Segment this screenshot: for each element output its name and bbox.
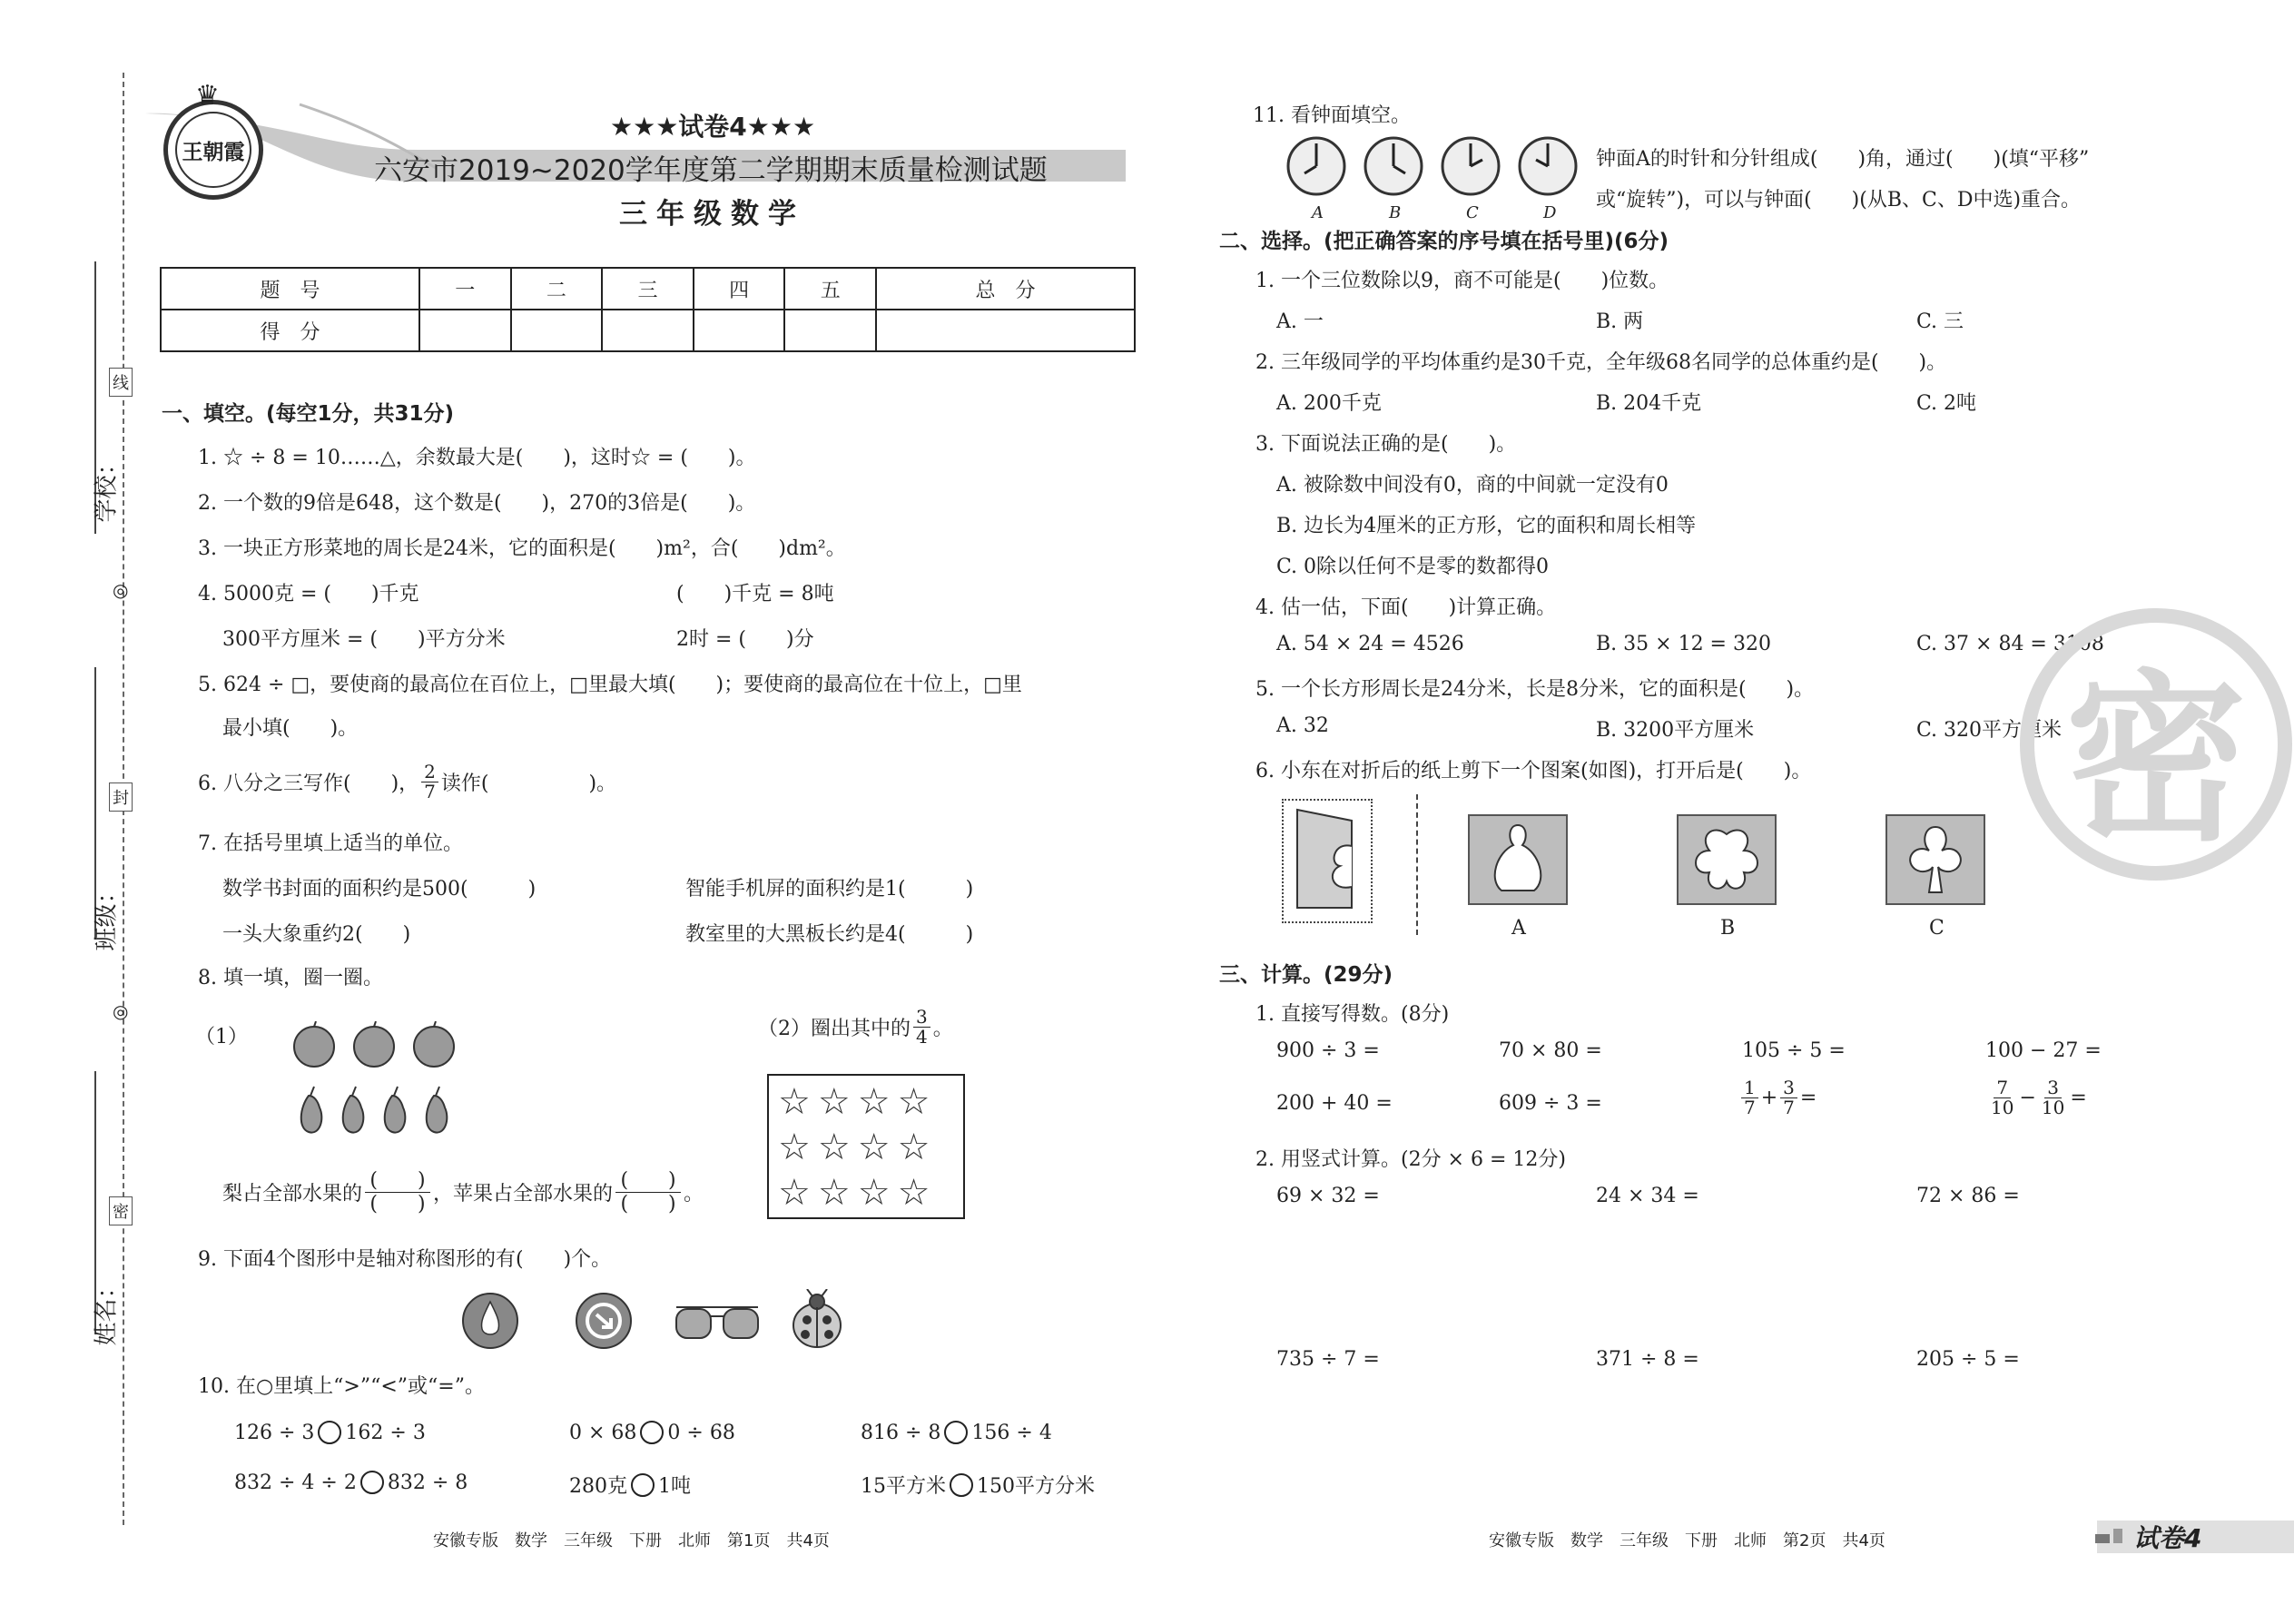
compare-item bbox=[569, 1471, 691, 1499]
s1-q2: 2. 一个数的9倍是648，这个数是( )，270的3倍是( )。 bbox=[198, 492, 756, 515]
star-row: ☆☆☆☆ bbox=[778, 1081, 938, 1123]
option: C. 三 bbox=[1916, 310, 1964, 333]
score-input-cell[interactable] bbox=[876, 310, 1135, 351]
option: B. 两 bbox=[1596, 310, 1644, 333]
s1-q7b: 智能手机屏的面积约是1( ) bbox=[685, 878, 974, 901]
option-c-figure bbox=[1885, 814, 1985, 905]
s1-q4b: ( )千克 = 8吨 bbox=[676, 583, 834, 605]
score-input-cell[interactable] bbox=[602, 310, 694, 351]
calc-item: 100 − 27 = bbox=[1985, 1039, 2102, 1062]
blank-fraction[interactable] bbox=[365, 1169, 430, 1216]
pear-icon bbox=[385, 1096, 406, 1133]
star-row: ☆☆☆☆ bbox=[778, 1172, 938, 1214]
fraction bbox=[1741, 1078, 1758, 1117]
option-b-figure bbox=[1677, 814, 1777, 905]
calc-item: 900 ÷ 3 = bbox=[1276, 1039, 1380, 1062]
s1-q10: 10. 在○里填上“>”“<”或“=”。 bbox=[198, 1375, 485, 1398]
option: B. 35 × 12 = 320 bbox=[1596, 633, 1771, 655]
s1-q3: 3. 一块正方形菜地的周长是24米，它的面积是( )m²，合( )dm²。 bbox=[198, 537, 846, 560]
blank-numerator: ( ) bbox=[615, 1169, 681, 1193]
option: C. 320平方厘米 bbox=[1916, 719, 2063, 742]
fraction-3-4 bbox=[913, 1008, 930, 1047]
s1-q8: 8. 填一填，圈一圈。 bbox=[198, 967, 383, 989]
pear-icon bbox=[343, 1096, 364, 1133]
water-drop-icon bbox=[463, 1294, 517, 1348]
compare-left: 15平方米 bbox=[861, 1475, 946, 1498]
q11-title: 11. 看钟面填空。 bbox=[1253, 104, 1411, 127]
option: A. 32 bbox=[1276, 714, 1329, 737]
score-cell: 一 bbox=[419, 268, 511, 310]
footer-left: 安徽专版 数学 三年级 下册 北师 第1页 共4页 bbox=[433, 1531, 830, 1550]
series-label: ★★★试卷4★★★ bbox=[610, 112, 816, 142]
blank-denominator: ( ) bbox=[620, 1193, 676, 1216]
fraction-2-7 bbox=[421, 763, 438, 802]
fraction-numerator: 3 bbox=[1780, 1078, 1797, 1098]
fraction-calc bbox=[1985, 1078, 2087, 1117]
fraction-denominator: 7 bbox=[424, 781, 436, 802]
option: A. 200千克 bbox=[1276, 392, 1382, 415]
side-mark-mi: 密 bbox=[109, 1196, 133, 1225]
gourd-shape-icon bbox=[1470, 816, 1566, 903]
option: B. 3200平方厘米 bbox=[1596, 719, 1755, 742]
calc-item: 70 × 80 = bbox=[1499, 1039, 1602, 1062]
compare-circle[interactable] bbox=[944, 1421, 968, 1444]
score-input-cell[interactable] bbox=[694, 310, 785, 351]
compare-item bbox=[234, 1421, 426, 1444]
vertical-calc: 371 ÷ 8 = bbox=[1596, 1348, 1699, 1371]
compare-circle[interactable] bbox=[640, 1421, 664, 1444]
equals: = bbox=[1799, 1087, 1817, 1109]
fraction-denominator: 10 bbox=[1991, 1097, 2014, 1118]
compare-right: 162 ÷ 3 bbox=[345, 1421, 426, 1444]
fraction-numerator: 7 bbox=[1994, 1078, 2011, 1098]
s1-q8-fraction-sentence bbox=[222, 1169, 704, 1216]
footer-badge: 试卷4 bbox=[2133, 1523, 2202, 1553]
logo-text: 王朝霞 bbox=[175, 112, 251, 188]
name-label: 姓名： bbox=[93, 1275, 121, 1346]
s1-q4d: 2时 = ( )分 bbox=[676, 628, 814, 651]
s1-q8-part1: （1） bbox=[195, 1026, 248, 1048]
clock-label: A bbox=[1312, 203, 1324, 221]
cut-option-label: C bbox=[1929, 917, 1944, 940]
blank-fraction[interactable] bbox=[615, 1169, 681, 1216]
s1-q8-end: 。 bbox=[684, 1183, 704, 1206]
crown-icon: ♛ bbox=[195, 80, 220, 112]
folded-paper-figure bbox=[1282, 799, 1373, 923]
vertical-calc: 69 × 32 = bbox=[1276, 1185, 1380, 1207]
fraction-denominator: 7 bbox=[1744, 1097, 1756, 1118]
apple-icon bbox=[354, 1027, 394, 1067]
pear-icon bbox=[301, 1096, 322, 1133]
s2-q1: 1. 一个三位数除以9，商不可能是( )位数。 bbox=[1255, 270, 1669, 292]
folded-paper-icon bbox=[1284, 801, 1371, 921]
compare-right: 0 ÷ 68 bbox=[667, 1421, 735, 1444]
club-shape-icon bbox=[1887, 816, 1984, 903]
score-cell: 三 bbox=[602, 268, 694, 310]
pear-icon bbox=[427, 1096, 448, 1133]
compare-left: 832 ÷ 4 ÷ 2 bbox=[234, 1471, 357, 1494]
blank-numerator: ( ) bbox=[365, 1169, 430, 1193]
cut-option-label: A bbox=[1511, 917, 1526, 940]
score-cell: 五 bbox=[784, 268, 876, 310]
fraction-denominator: 10 bbox=[2041, 1097, 2065, 1118]
side-mark-xian: 线 bbox=[109, 368, 133, 397]
score-cell: 总 分 bbox=[876, 268, 1135, 310]
option: A. 被除数中间没有0，商的中间就一定没有0 bbox=[1276, 474, 1669, 497]
s1-q1: 1. ☆ ÷ 8 = 10……△，余数最大是( )，这时☆ = ( )。 bbox=[198, 447, 756, 469]
s2-q5: 5. 一个长方形周长是24分米，长是8分米，它的面积是( )。 bbox=[1255, 678, 1815, 701]
s1-q7c: 一头大象重约2( ) bbox=[222, 923, 411, 946]
compare-right: 1吨 bbox=[658, 1475, 691, 1498]
s1-q7a: 数学书封面的面积约是500( ) bbox=[222, 878, 537, 901]
download-circle-icon bbox=[576, 1294, 631, 1348]
exam-title: 六安市2019~2020学年度第二学期期末质量检测试题 bbox=[374, 154, 1048, 187]
compare-item bbox=[861, 1421, 1052, 1444]
apple-icon bbox=[294, 1027, 334, 1067]
compare-item bbox=[569, 1421, 735, 1444]
operator: − bbox=[2019, 1087, 2036, 1109]
compare-left: 126 ÷ 3 bbox=[234, 1421, 315, 1444]
cut-option-label: B bbox=[1720, 917, 1736, 940]
sunglasses-icon bbox=[676, 1307, 758, 1338]
ladybug-icon bbox=[793, 1289, 841, 1347]
badge-square-icon bbox=[2095, 1534, 2110, 1543]
s1-q6-text-b: 读作( )。 bbox=[440, 773, 617, 795]
s1-q5a: 5. 624 ÷ □，要使商的最高位在百位上，□里最大填( )；要使商的最高位在十位上，□里 bbox=[198, 674, 1022, 696]
logo-badge bbox=[163, 100, 263, 200]
equals: = bbox=[2070, 1087, 2087, 1109]
fraction-numerator: 1 bbox=[1741, 1078, 1758, 1098]
q11-line2: 或“旋转”)，可以与钟面( )(从B、C、D中选)重合。 bbox=[1596, 189, 2082, 212]
option: C. 2吨 bbox=[1916, 392, 1977, 415]
footer-right: 安徽专版 数学 三年级 下册 北师 第2页 共4页 bbox=[1489, 1531, 1885, 1550]
fraction-denominator: 4 bbox=[916, 1026, 928, 1048]
star-row: ☆☆☆☆ bbox=[778, 1127, 938, 1168]
s2-q3: 3. 下面说法正确的是( )。 bbox=[1255, 433, 1517, 456]
compare-left: 0 × 68 bbox=[569, 1421, 637, 1444]
subject-title: 三年级数学 bbox=[619, 198, 805, 231]
s1-q8-part2-text: （2）圈出其中的 bbox=[758, 1018, 911, 1040]
vertical-calc: 72 × 86 = bbox=[1916, 1185, 2020, 1207]
s2-q6: 6. 小东在对折后的纸上剪下一个图案(如图)，打开后是( )。 bbox=[1255, 760, 1812, 782]
operator: + bbox=[1760, 1087, 1778, 1109]
fraction-calc bbox=[1738, 1078, 1816, 1117]
compare-right: 156 ÷ 4 bbox=[971, 1421, 1052, 1444]
option: C. 37 × 84 = 3108 bbox=[1916, 633, 2104, 655]
score-input-cell[interactable] bbox=[511, 310, 603, 351]
s1-q8-part2-end: 。 bbox=[932, 1018, 953, 1040]
option: C. 0除以任何不是零的数都得0 bbox=[1276, 556, 1550, 578]
s1-q8-part2 bbox=[758, 1008, 953, 1047]
fraction-denominator: 7 bbox=[1783, 1097, 1795, 1118]
fraction-numerator: 3 bbox=[2044, 1078, 2062, 1098]
clock-faces bbox=[1285, 134, 1593, 221]
s1-q4a: 4. 5000克 = ( )千克 bbox=[198, 583, 419, 605]
s2-q4: 4. 估一估，下面( )计算正确。 bbox=[1255, 596, 1557, 619]
fruit-illustration bbox=[290, 1021, 472, 1139]
s1-q7d: 教室里的大黑板长约是4( ) bbox=[685, 923, 974, 946]
vertical-calc: 205 ÷ 5 = bbox=[1916, 1348, 2020, 1371]
score-table-score-row bbox=[161, 310, 1135, 351]
compare-left: 816 ÷ 8 bbox=[861, 1421, 941, 1444]
vertical-calc: 735 ÷ 7 = bbox=[1276, 1348, 1380, 1371]
compare-right: 150平方分米 bbox=[977, 1475, 1095, 1498]
compare-circle[interactable] bbox=[950, 1473, 973, 1497]
compare-right: 832 ÷ 8 bbox=[387, 1471, 468, 1494]
side-mark-feng: 封 bbox=[109, 782, 133, 812]
s1-q5b: 最小填( )。 bbox=[222, 717, 359, 740]
secret-watermark: 密 bbox=[2020, 608, 2292, 881]
calc-item: 609 ÷ 3 = bbox=[1499, 1092, 1602, 1115]
divider bbox=[1416, 794, 1418, 935]
s2-q2: 2. 三年级同学的平均体重约是30千克，全年级68名同学的总体重约是( )。 bbox=[1255, 351, 1947, 374]
s3-sub2: 2. 用竖式计算。(2分 × 6 = 12分) bbox=[1255, 1148, 1566, 1171]
fraction bbox=[1988, 1078, 2016, 1117]
s3-sub1: 1. 直接写得数。(8分) bbox=[1255, 1003, 1450, 1026]
compare-circle[interactable] bbox=[360, 1471, 384, 1494]
q9-figures bbox=[458, 1289, 858, 1353]
fraction-numerator: 2 bbox=[421, 763, 438, 782]
option: A. 54 × 24 = 4526 bbox=[1276, 633, 1464, 655]
compare-left: 280克 bbox=[569, 1475, 627, 1498]
s1-q9: 9. 下面4个图形中是轴对称图形的有( )个。 bbox=[198, 1248, 612, 1271]
blank-denominator: ( ) bbox=[369, 1193, 426, 1216]
calc-item: 105 ÷ 5 = bbox=[1742, 1039, 1846, 1062]
badge-square-icon bbox=[2113, 1529, 2122, 1543]
option: B. 边长为4厘米的正方形，它的面积和周长相等 bbox=[1276, 515, 1697, 537]
option-a-figure bbox=[1468, 814, 1568, 905]
s1-q8-apple-text: ，苹果占全部水果的 bbox=[433, 1183, 614, 1206]
score-cell: 二 bbox=[511, 268, 603, 310]
score-table-header-row bbox=[161, 268, 1135, 310]
clover-shape-icon bbox=[1679, 816, 1775, 903]
s1-q6-text-a: 6. 八分之三写作( )， bbox=[198, 773, 419, 795]
section2-title: 二、选择。(把正确答案的序号填在括号里)(6分) bbox=[1219, 230, 1669, 253]
clock-label: B bbox=[1389, 203, 1402, 221]
fraction bbox=[1780, 1078, 1797, 1117]
score-input-cell[interactable] bbox=[419, 310, 511, 351]
clock-label: C bbox=[1466, 203, 1479, 221]
section3-title: 三、计算。(29分) bbox=[1219, 963, 1393, 987]
compare-item bbox=[861, 1471, 1095, 1499]
side-dot-icon: ◎ bbox=[113, 579, 129, 601]
score-input-cell[interactable] bbox=[784, 310, 876, 351]
apple-icon bbox=[414, 1027, 454, 1067]
score-cell: 题 号 bbox=[161, 268, 419, 310]
fraction-numerator: 3 bbox=[913, 1008, 930, 1028]
s1-q8-pear-text: 梨占全部水果的 bbox=[222, 1183, 363, 1206]
option: A. 一 bbox=[1276, 310, 1324, 333]
class-label: 班级： bbox=[93, 880, 121, 951]
fraction bbox=[2039, 1078, 2067, 1117]
option: B. 204千克 bbox=[1596, 392, 1702, 415]
compare-item bbox=[234, 1471, 468, 1494]
school-label: 学校： bbox=[93, 451, 121, 523]
compare-circle[interactable] bbox=[318, 1421, 341, 1444]
score-cell: 四 bbox=[694, 268, 785, 310]
s1-q6 bbox=[198, 763, 616, 802]
score-table bbox=[160, 267, 1136, 352]
calc-item: 200 + 40 = bbox=[1276, 1092, 1393, 1115]
stars-box bbox=[767, 1074, 965, 1219]
clock-label: D bbox=[1543, 203, 1557, 221]
vertical-calc: 24 × 34 = bbox=[1596, 1185, 1699, 1207]
q11-line1: 钟面A的时针和分针组成( )角，通过( )(填“平移” bbox=[1596, 148, 2090, 171]
section1-title: 一、填空。(每空1分，共31分) bbox=[162, 402, 455, 426]
s1-q7: 7. 在括号里填上适当的单位。 bbox=[198, 832, 463, 855]
compare-circle[interactable] bbox=[631, 1473, 655, 1497]
s1-q4c: 300平方厘米 = ( )平方分米 bbox=[222, 628, 506, 651]
side-dot-icon: ◎ bbox=[113, 1000, 129, 1022]
score-cell: 得 分 bbox=[161, 310, 419, 351]
